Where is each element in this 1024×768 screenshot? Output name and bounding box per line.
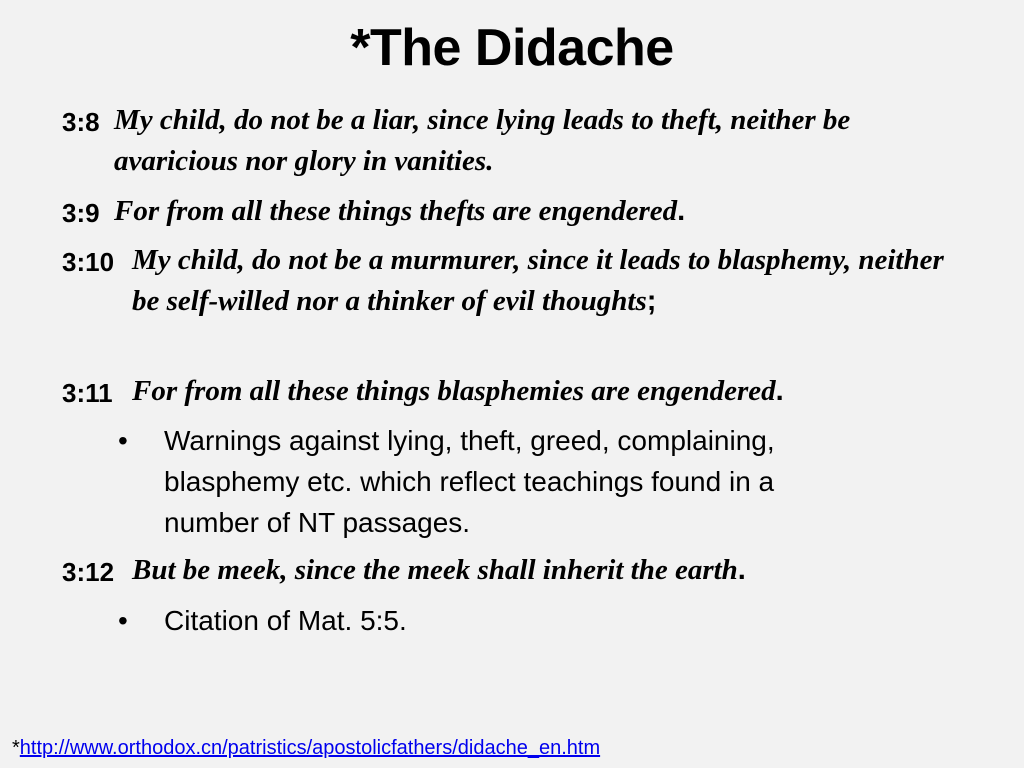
verse-ref: 3:11	[62, 378, 113, 408]
bullet-text: Warnings against lying, theft, greed, complaining, blasphemy etc. which reflect teachings found in a number of NT passages.	[164, 425, 775, 538]
bullet-item	[118, 600, 918, 641]
verse-3-9	[62, 191, 982, 232]
verse-punct: .	[775, 375, 784, 407]
verse-text	[62, 191, 982, 232]
verse-3-11	[62, 371, 982, 412]
footnote-marker: *	[12, 737, 20, 759]
verse-text-body: For from all these things blasphemies are engendered	[132, 375, 776, 407]
verse-text-body: But be meek, since the meek shall inherit the earth	[132, 554, 738, 586]
verse-text-body: My child, do not be a liar, since lying leads to theft, neither be avaricious nor glory in vanities.	[114, 104, 851, 177]
verse-punct: .	[677, 195, 686, 227]
verse-text	[62, 550, 982, 591]
verse-text-body: For from all these things thefts are engendered	[114, 195, 678, 227]
bullet-icon: •	[118, 605, 128, 636]
verse-text	[62, 100, 934, 182]
bullet-text: Citation of Mat. 5:5.	[164, 605, 407, 636]
verse-ref: 3:12	[62, 557, 115, 587]
verse-ref: 3:9	[62, 198, 100, 228]
verse-text-body: My child, do not be a murmurer, since it leads to blasphemy, neither be self-willed nor a thinker of evil thoughts	[132, 244, 944, 317]
source-footnote	[12, 734, 600, 762]
bullet-item	[118, 420, 838, 543]
verse-punct: ;	[646, 285, 657, 317]
source-link[interactable]: http://www.orthodox.cn/patristics/apostolicfathers/didache_en.htm	[19, 737, 601, 759]
verse-text	[62, 240, 952, 322]
verse-ref: 3:8	[62, 107, 100, 137]
verse-3-8	[62, 100, 982, 182]
verse-text	[62, 371, 982, 412]
bullet-icon: •	[118, 425, 128, 456]
verse-punct: .	[737, 554, 746, 586]
verse-3-12	[62, 550, 982, 591]
verse-3-10	[62, 240, 982, 322]
slide-title: *The Didache	[350, 19, 674, 77]
verse-ref: 3:10	[62, 247, 115, 277]
